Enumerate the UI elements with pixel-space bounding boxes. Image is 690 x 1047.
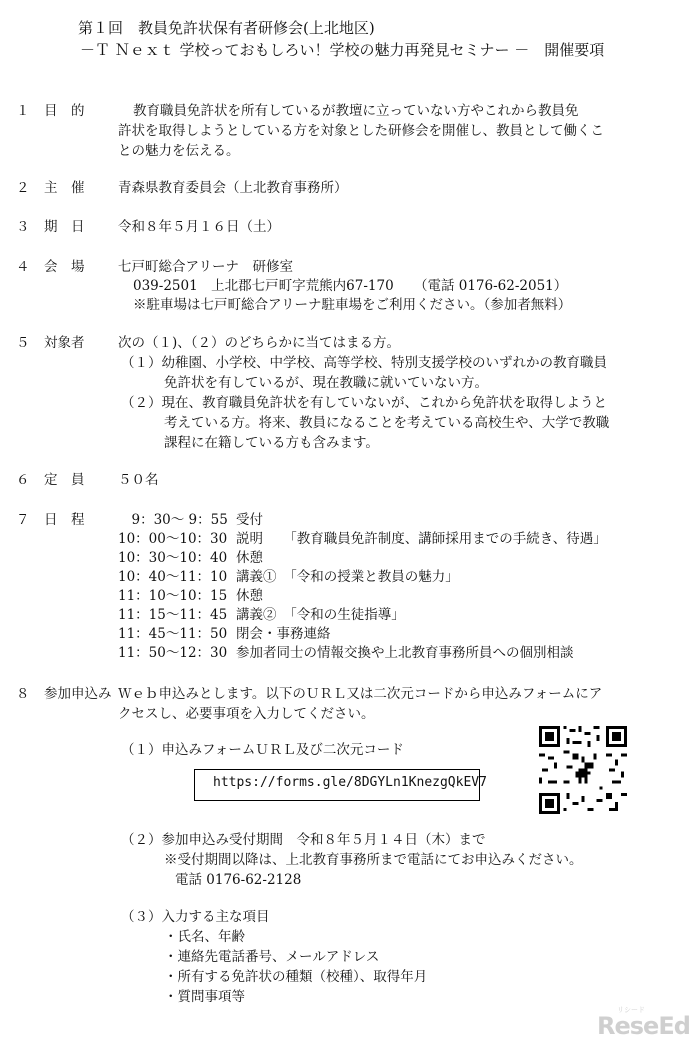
schedule-desc: 休憩 xyxy=(236,588,263,604)
application-form-link[interactable]: https://forms.gle/8DGYLn1KnezgQkEV7 xyxy=(213,775,487,790)
section-number: １ xyxy=(16,103,30,119)
schedule-time: 10：30～10：40 xyxy=(118,550,228,566)
purpose-line: 教育職員免許状を所有しているが教壇に立っていない方やこれから教員免 xyxy=(133,103,579,119)
section-number: ６ xyxy=(16,472,30,488)
purpose-line: 許状を取得しようとしている方を対象とした研修会を開催し、教員として働くこ xyxy=(118,123,604,139)
application-line: クセスし、必要事項を入力してください。 xyxy=(118,706,375,722)
period-note: ※受付期間以降は、上北教育事務所まで電話にてお申込みください。 xyxy=(164,852,583,868)
site-logo: ReseEd xyxy=(597,1012,690,1040)
section-number: ５ xyxy=(16,335,30,351)
schedule-desc: 講義① 「令和の授業と教員の魅力」 xyxy=(236,569,459,585)
section-number: ４ xyxy=(16,259,30,275)
section-label-capacity: 定 員 xyxy=(44,472,85,488)
list-item: ・所有する免許状の種類（校種）、取得年月 xyxy=(164,969,428,985)
list-item: ・氏名、年齢 xyxy=(164,929,245,945)
schedule-time: 11：45～11：50 xyxy=(118,626,228,642)
organizer-text: 青森県教育委員会（上北教育事務所） xyxy=(118,180,348,196)
target-item: （１）幼稚園、小学校、中学校、高等学校、特別支援学校のいずれかの教育職員 xyxy=(121,355,607,371)
schedule-desc: 説明 「教育職員免許制度、講師採用までの手続き、待遇」 xyxy=(236,531,607,547)
target-item: 課程に在籍している方も含みます。 xyxy=(164,435,379,451)
date-text: 令和８年５月１６日（土） xyxy=(118,219,280,235)
schedule-time: 10：00～10：30 xyxy=(118,531,228,547)
section-label-schedule: 日 程 xyxy=(44,512,85,528)
venue-name: 七戸町総合アリーナ 研修室 xyxy=(118,259,293,275)
schedule-time: 10：40～11：10 xyxy=(118,569,228,585)
page-title: 第１回 教員免許状保有者研修会(上北地区) xyxy=(78,19,375,37)
section-label-target: 対象者 xyxy=(44,335,85,351)
schedule-desc: 休憩 xyxy=(236,550,263,566)
target-item: （２）現在、教育職員免許状を有していないが、これから免許状を取得しようと xyxy=(121,395,607,411)
period-heading: （２）参加申込み受付期間 令和８年５月１４日（木）まで xyxy=(121,832,486,848)
venue-parking-note: ※駐車場は七戸町総合アリーナ駐車場をご利用ください。（参加者無料） xyxy=(133,297,572,313)
schedule-time: 9：30～ 9：55 xyxy=(118,512,228,528)
target-item: 免許状を有しているが、現在教職に就いていない方。 xyxy=(164,375,488,391)
section-label-application: 参加申込み xyxy=(44,686,112,702)
schedule-desc: 参加者同士の情報交換や上北教育事務所員への個別相談 xyxy=(236,645,574,661)
section-label-venue: 会 場 xyxy=(44,259,85,275)
capacity-text: ５０名 xyxy=(118,472,159,488)
schedule-desc: 講義② 「令和の生徒指導」 xyxy=(236,607,405,623)
list-item: ・質問事項等 xyxy=(164,989,245,1005)
period-phone: 電話 0176-62-2128 xyxy=(175,872,302,888)
section-label-purpose: 目 的 xyxy=(44,103,85,119)
schedule-desc: 閉会・事務連絡 xyxy=(236,626,331,642)
section-number: ７ xyxy=(16,512,30,528)
schedule-time: 11：50～12：30 xyxy=(118,645,228,661)
target-intro: 次の（１)、（２）のどちらかに当てはまる方。 xyxy=(118,335,401,351)
form-url-heading: （１）申込みフォームＵＲＬ及び二次元コード xyxy=(121,742,404,758)
application-line: Ｗｅｂ申込みとします。以下のＵＲＬ又は二次元コードから申込みフォームにア xyxy=(118,686,603,702)
venue-address: 039-2501 上北郡七戸町字荒熊内67-170 （電話 0176-62-2051） xyxy=(133,278,568,294)
section-number: ８ xyxy=(16,686,30,702)
schedule-time: 11：10～10：15 xyxy=(118,588,228,604)
page-subtitle: －Ｔ Ｎｅｘｔ 学校っておもしろい！学校の魅力再発見セミナー － 開催要項 xyxy=(80,41,605,59)
section-number: ２ xyxy=(16,180,30,196)
section-label-organizer: 主 催 xyxy=(44,180,85,196)
purpose-line: との魅力を伝える。 xyxy=(118,143,240,159)
schedule-time: 11：15～11：45 xyxy=(118,607,228,623)
section-number: ３ xyxy=(16,219,30,235)
schedule-desc: 受付 xyxy=(236,512,263,528)
target-item: 考えている方。将来、教員になることを考えている高校生や、大学で教職 xyxy=(164,415,610,431)
section-label-date: 期 日 xyxy=(44,219,85,235)
list-item: ・連絡先電話番号、メールアドレス xyxy=(164,949,380,965)
qr-code[interactable] xyxy=(539,726,627,814)
items-heading: （３）入力する主な項目 xyxy=(121,909,270,925)
logo-subtext: リシード xyxy=(617,1006,645,1014)
